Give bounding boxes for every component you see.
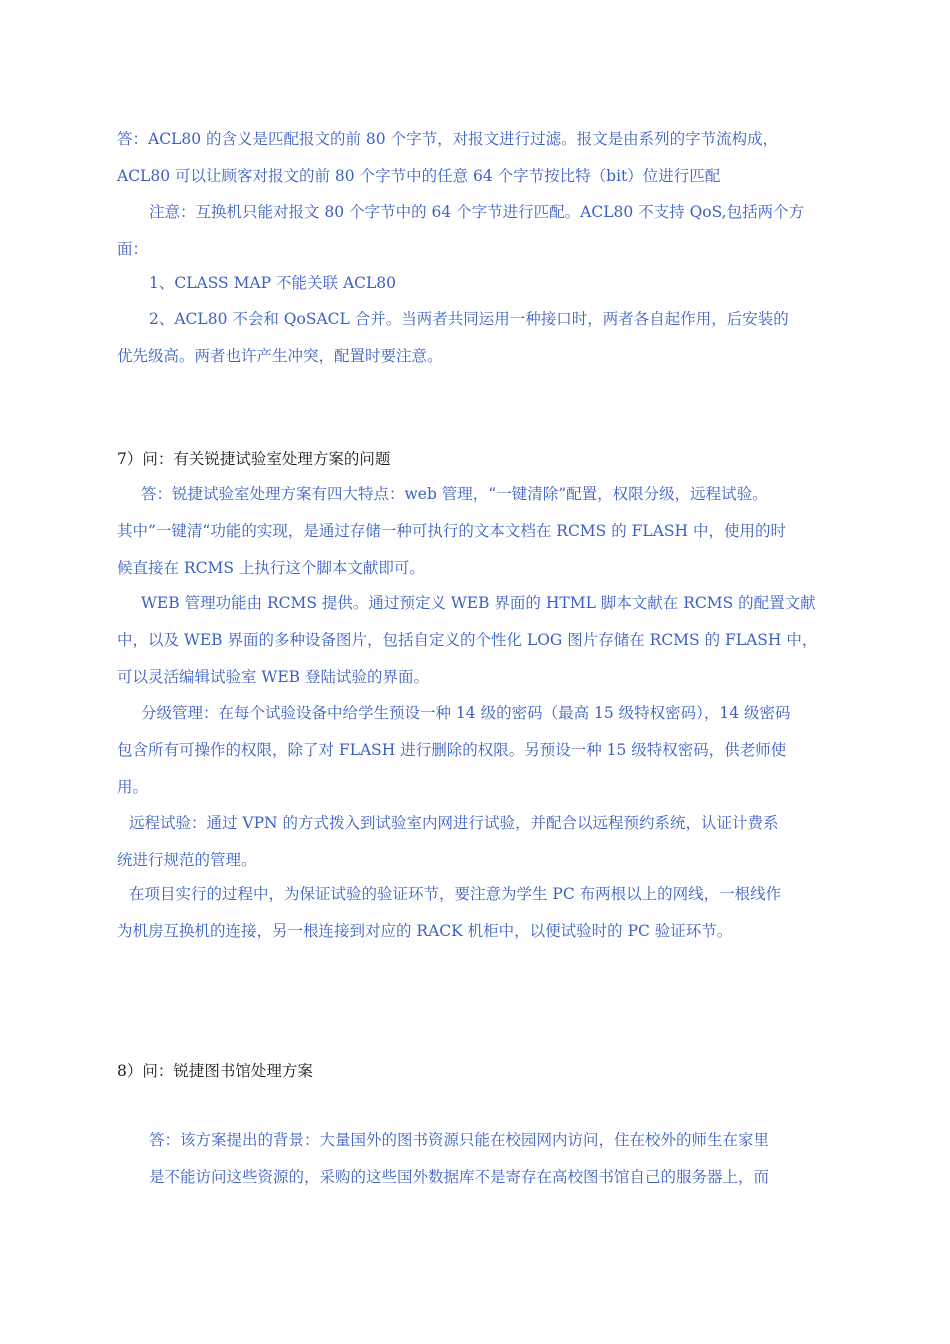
- section-7-grade-line-3: 用。: [117, 778, 149, 796]
- section-7-answer-line-1: 答：锐捷试验室处理方案有四大特点：web 管理，“一键清除”配置，权限分级，远程试验。: [141, 485, 768, 503]
- section-7-question: 7）问：有关锐捷试验室处理方案的问题: [117, 450, 391, 468]
- acl80-item-2-line-2: 优先级高。两者也许产生冲突，配置时要注意。: [117, 347, 443, 365]
- section-7-web-line-3: 可以灵活编辑试验室 WEB 登陆试验的界面。: [117, 668, 429, 686]
- section-7-web-line-1: WEB 管理功能由 RCMS 提供。通过预定义 WEB 界面的 HTML 脚本文献在 RCMS 的配置文献: [141, 594, 816, 612]
- acl80-note-line-2: 面：: [117, 240, 149, 258]
- acl80-item-1: 1、CLASS MAP 不能关联 ACL80: [149, 274, 397, 292]
- section-8-answer-line-1: 答：该方案提出的背景：大量国外的图书资源只能在校园网内访问，住在校外的师生在家里: [149, 1131, 770, 1149]
- section-8-answer-line-2: 是不能访问这些资源的，采购的这些国外数据库不是寄存在高校图书馆自己的服务器上，而: [149, 1168, 770, 1186]
- section-7-impl-line-1: 在项目实行的过程中，为保证试验的验证环节，要注意为学生 PC 布两根以上的网线，一根线作: [129, 885, 782, 903]
- section-7-answer-line-3: 候直接在 RCMS 上执行这个脚本文献即可。: [117, 559, 425, 577]
- section-7-remote-line-2: 统进行规范的管理。: [117, 851, 257, 869]
- section-7-grade-line-1: 分级管理：在每个试验设备中给学生预设一种 14 级的密码（最高 15 级特权密码），14 级密码: [141, 704, 791, 722]
- acl80-answer-line-1: 答：ACL80 的含义是匹配报文的前 80 个字节，对报文进行过滤。报文是由系列的字节流构成，: [117, 130, 779, 148]
- acl80-answer-line-2: ACL80 可以让顾客对报文的前 80 个字节中的任意 64 个字节按比特（bit）位进行匹配: [117, 167, 721, 185]
- section-7-web-line-2: 中，以及 WEB 界面的多种设备图片，包括自定义的个性化 LOG 图片存储在 RCMS 的 FLASH 中，: [117, 631, 818, 649]
- section-7-grade-line-2: 包含所有可操作的权限，除了对 FLASH 进行删除的权限。另预设一种 15 级特权密码，供老师使: [117, 741, 787, 759]
- section-7-impl-line-2: 为机房互换机的连接，另一根连接到对应的 RACK 机柜中，以便试验时的 PC 验证环节。: [117, 922, 733, 940]
- section-7-answer-line-2: 其中”一键清“功能的实现，是通过存储一种可执行的文本文档在 RCMS 的 FLASH 中，使用的时: [117, 522, 786, 540]
- section-8-question: 8）问：锐捷图书馆处理方案: [117, 1062, 313, 1080]
- acl80-item-2-line-1: 2、ACL80 不会和 QoSACL 合并。当两者共同运用一种接口时，两者各自起作用，后安装的: [149, 310, 789, 328]
- section-7-remote-line-1: 远程试验：通过 VPN 的方式拨入到试验室内网进行试验，并配合以远程预约系统，认证计费系: [129, 814, 779, 832]
- acl80-note-line-1: 注意：互换机只能对报文 80 个字节中的 64 个字节进行匹配。ACL80 不支持 QoS,包括两个方: [149, 203, 805, 221]
